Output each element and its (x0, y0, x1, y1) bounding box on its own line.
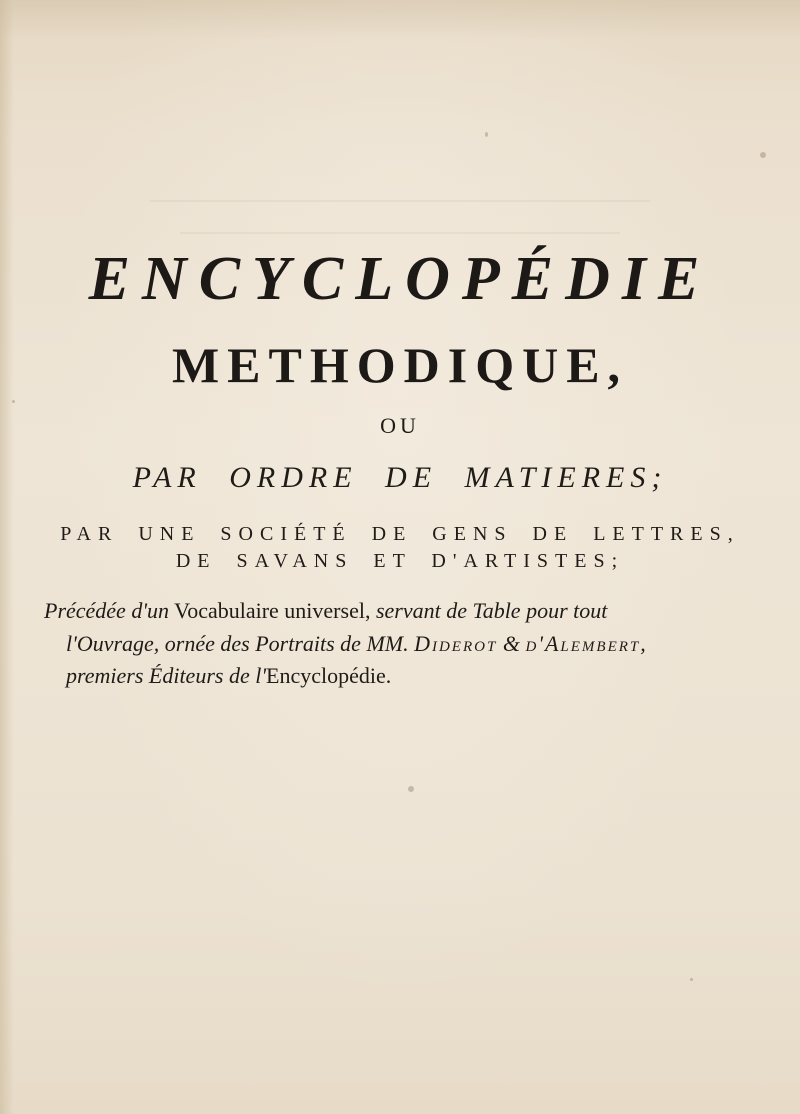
paper-edge-top (0, 0, 800, 40)
editor-name: Diderot (414, 631, 498, 656)
subtitle: METHODIQUE, (171, 337, 629, 393)
description-text: premiers Éditeurs de l' (66, 663, 267, 688)
paper-speck (760, 152, 766, 158)
description-text: servant de Table pour tout (375, 598, 608, 623)
description-text: Précédée d'un (44, 598, 170, 623)
description-line-1 (44, 600, 760, 622)
description-text: l'Ouvrage, ornée des Portraits de MM. (66, 631, 409, 656)
description-text: Vocabulaire universel, (174, 598, 371, 623)
description-line-3 (66, 665, 782, 687)
arrangement-line: PAR ORDRE DE MATIERES; (132, 461, 668, 494)
paper-speck (408, 786, 414, 792)
editor-name: d'Alembert, (525, 631, 648, 656)
description-text: Encyclopédie. (266, 663, 392, 688)
paper-speck (12, 400, 15, 403)
paper-speck (485, 132, 488, 137)
authors-line-2: DE SAVANS ET D'ARTISTES; (175, 550, 625, 572)
ampersand: & (502, 631, 520, 656)
show-through-rule (180, 232, 620, 234)
main-title: ENCYCLOPÉDIE (88, 245, 712, 313)
paper-speck (690, 978, 693, 981)
description-line-2 (66, 633, 782, 655)
conjunction: OU (380, 413, 420, 438)
authors-line-1: PAR UNE SOCIÉTÉ DE GENS DE LETTRES, (60, 523, 740, 545)
show-through-rule (150, 200, 650, 202)
